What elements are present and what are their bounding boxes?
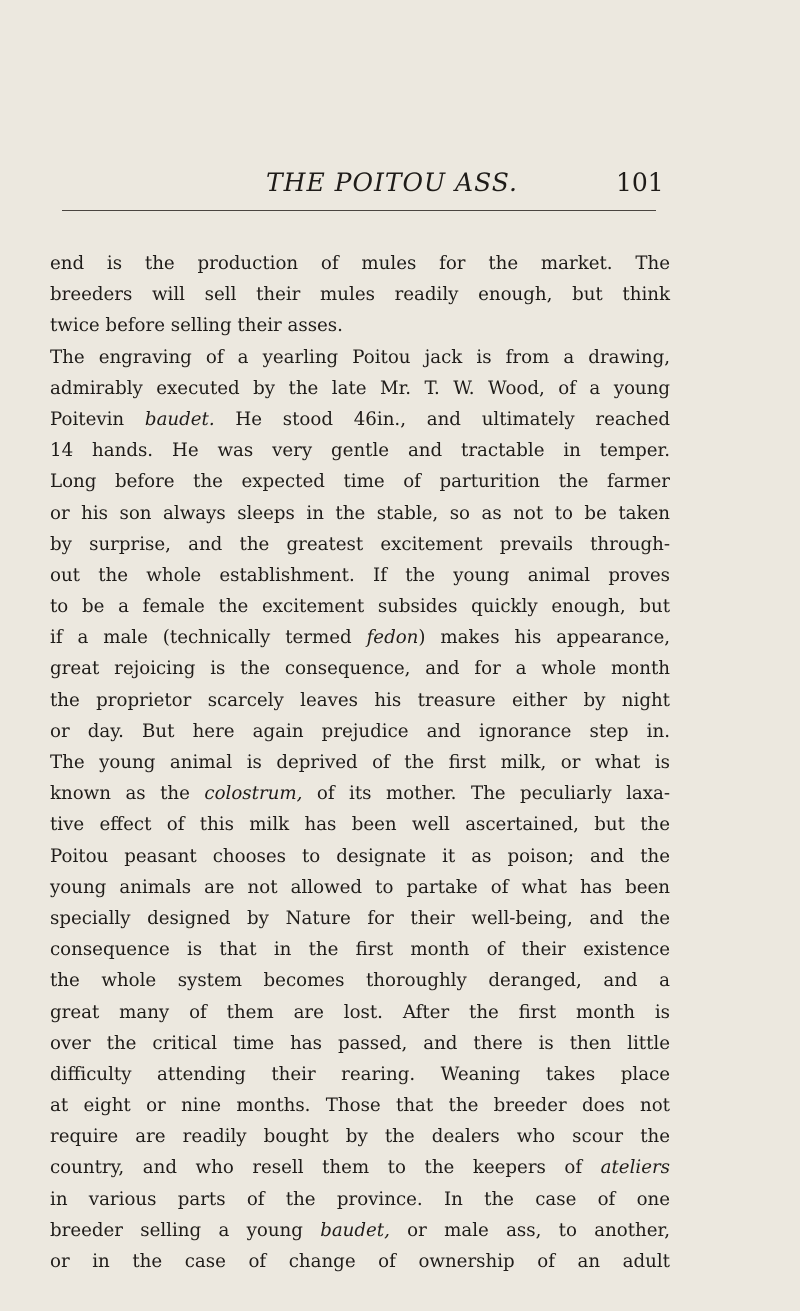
text-line: the whole system becomes thoroughly deranged, and a	[50, 970, 670, 992]
header-rule	[62, 210, 656, 211]
running-head	[0, 168, 800, 208]
text-line: consequence is that in the first month of their existence	[50, 939, 670, 961]
text-line: young animals are not allowed to partake of what has been	[50, 876, 670, 898]
text-line: at eight or nine months. Those that the breeder does not	[50, 1095, 670, 1117]
text-line: tive effect of this milk has been well ascertained, but the	[50, 814, 670, 836]
text-line: difficulty attending their rearing. Weaning takes place	[50, 1063, 670, 1085]
text-line: country, and who resell them to the keepers of ateliers	[50, 1157, 670, 1179]
italic-term: fedon	[366, 627, 419, 649]
text-line: The engraving of a yearling Poitou jack is from a drawing,	[50, 346, 670, 368]
text-line: to be a female the excitement subsides quickly enough, but	[50, 596, 670, 618]
text-line: in various parts of the province. In the case of one	[50, 1188, 670, 1210]
text-line: or his son always sleeps in the stable, so as not to be taken	[50, 502, 670, 524]
text-line: great many of them are lost. After the first month is	[50, 1001, 670, 1023]
text-line: over the critical time has passed, and there is then little	[50, 1032, 670, 1054]
text-line: admirably executed by the late Mr. T. W. Wood, of a young	[50, 377, 670, 399]
running-title: THE POITOU ASS.	[266, 168, 518, 197]
text-line: specially designed by Nature for their well-being, and the	[50, 907, 670, 929]
text-line: breeder selling a young baudet, or male ass, to another,	[50, 1219, 670, 1241]
text-line: twice before selling their asses.	[50, 315, 343, 337]
body-text	[50, 248, 670, 1277]
text-line: or in the case of change of ownership of an adult	[50, 1251, 670, 1272]
text-line: out the whole establishment. If the young animal proves	[50, 564, 670, 586]
text-line: require are readily bought by the dealers who scour the	[50, 1126, 670, 1148]
text-line: by surprise, and the greatest excitement prevails through-	[50, 533, 670, 555]
text-line: Poitou peasant chooses to designate it as poison; and the	[50, 845, 670, 867]
text-line: the proprietor scarcely leaves his treasure either by night	[50, 689, 670, 711]
text-line: 14 hands. He was very gentle and tractable in temper.	[50, 440, 670, 462]
italic-term: baudet,	[320, 1219, 390, 1241]
text-line: or day. But here again prejudice and ignorance step in.	[50, 720, 670, 742]
text-line: end is the production of mules for the market. The	[50, 253, 670, 274]
text-line: The young animal is deprived of the first milk, or what is	[50, 752, 670, 773]
text-line: Long before the expected time of parturition the farmer	[50, 471, 670, 493]
text-line: known as the colostrum, of its mother. The peculiarly laxa-	[50, 783, 670, 805]
text-line: breeders will sell their mules readily enough, but think	[50, 284, 670, 306]
text-line: great rejoicing is the consequence, and for a whole month	[50, 658, 670, 680]
italic-term: baudet.	[144, 408, 215, 430]
text-line: if a male (technically termed fedon) makes his appearance,	[50, 627, 671, 649]
italic-term: colostrum,	[204, 783, 303, 805]
italic-term: ateliers	[600, 1157, 670, 1179]
text-line: Poitevin baudet. He stood 46in., and ultimately reached	[50, 408, 670, 430]
page-number: 101	[616, 168, 664, 197]
